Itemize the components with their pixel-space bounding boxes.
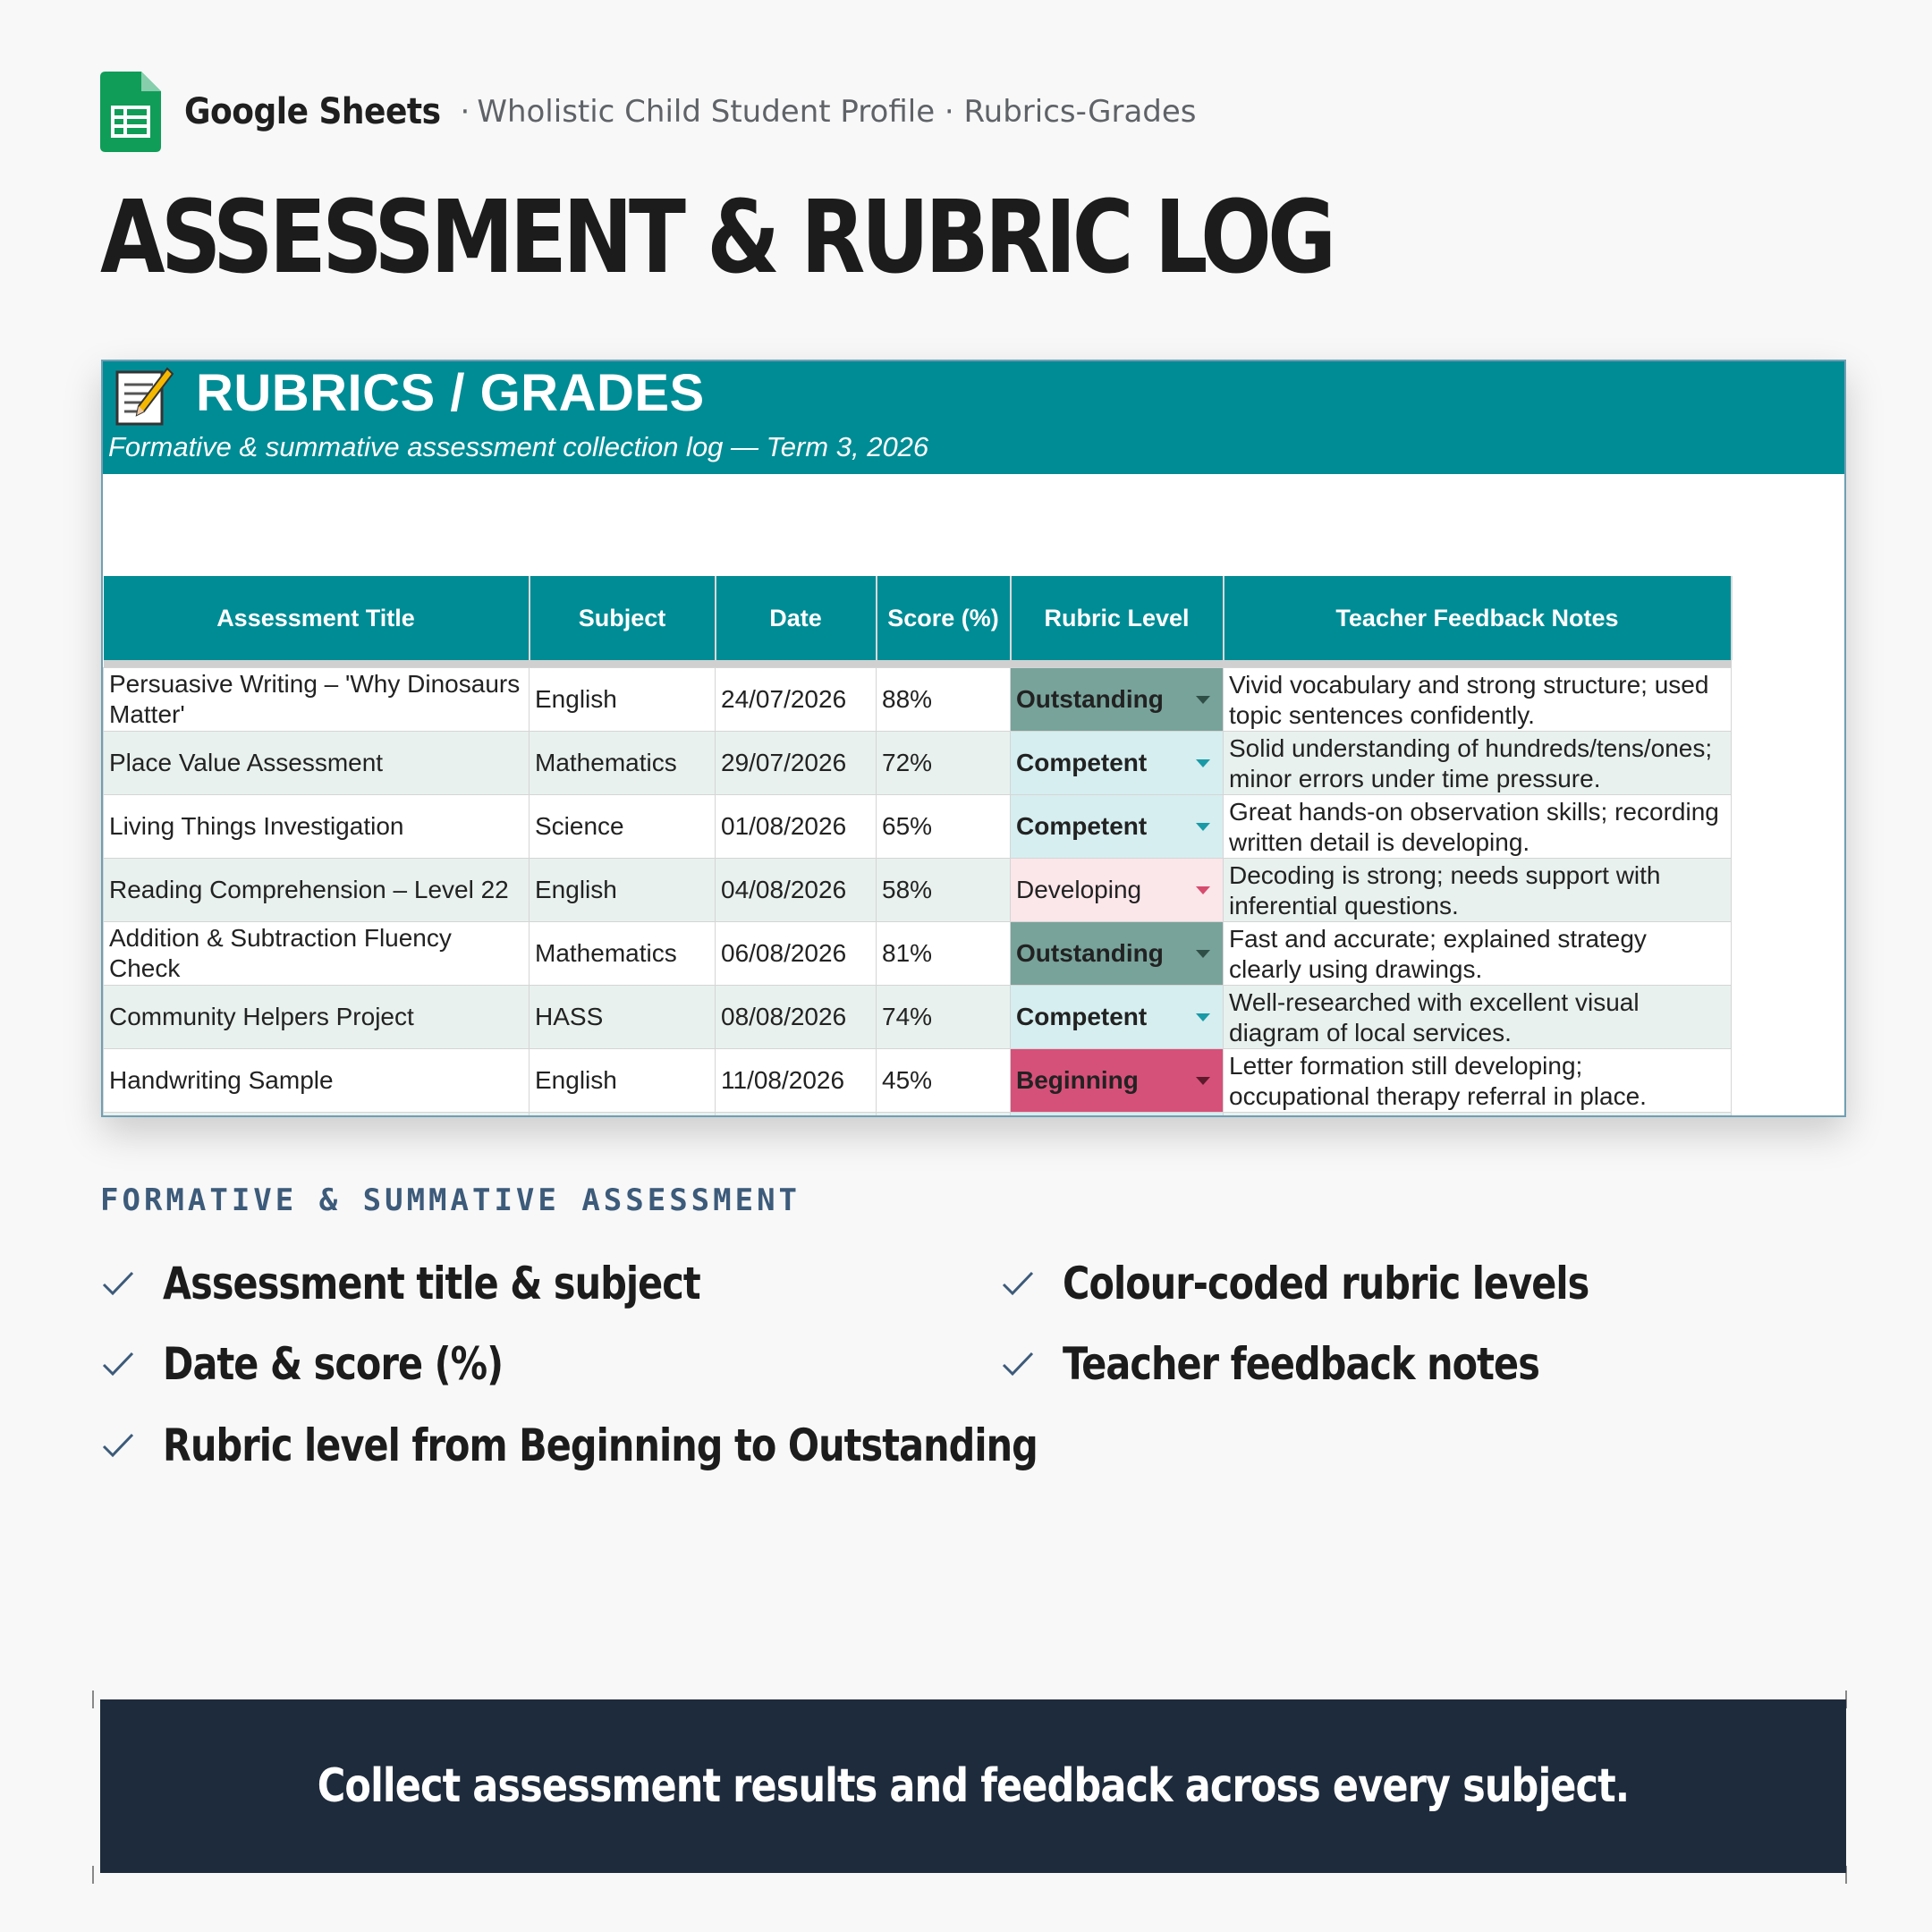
cell-score[interactable]: 65% (877, 794, 1011, 858)
cell-date[interactable]: 06/08/2026 (716, 921, 877, 985)
cell-date[interactable]: 08/08/2026 (716, 985, 877, 1048)
cell-title[interactable]: Community Helpers Project (104, 985, 530, 1048)
cell-title[interactable]: Handwriting Sample (104, 1048, 530, 1112)
cell-score[interactable]: 74% (877, 985, 1011, 1048)
google-sheets-icon (100, 72, 161, 152)
header-row (104, 576, 1732, 660)
table-row (104, 921, 1732, 985)
rubric-level: Competent (1016, 748, 1148, 776)
feature-item (1000, 1252, 1635, 1315)
feature-item (1000, 1333, 1580, 1395)
breadcrumb (461, 94, 1197, 130)
cell-subject[interactable]: Science (530, 794, 716, 858)
feature-text: Colour-coded rubric levels (1063, 1258, 1589, 1309)
memo-icon (112, 365, 174, 428)
rubric-level: Beginning (1016, 1065, 1139, 1094)
breadcrumb-path: Wholistic Child Student Profile · Rubrics-Grades (477, 94, 1197, 130)
cell-title[interactable]: Addition & Subtraction Fluency Check (104, 921, 530, 985)
check-icon (100, 1428, 136, 1463)
check-icon (100, 1266, 136, 1301)
feature-text: Teacher feedback notes (1063, 1338, 1539, 1390)
page-title: ASSESSMENT & RUBRIC LOG (100, 180, 1333, 296)
dropdown-arrow-icon[interactable] (1196, 696, 1210, 704)
feature-text: Assessment title & subject (163, 1258, 700, 1309)
rubric-dropdown[interactable] (1011, 1112, 1224, 1117)
cell-title[interactable]: Place Value Assessment (104, 731, 530, 794)
crop-mark (92, 1866, 94, 1884)
cell-subject[interactable]: Mathematics (530, 731, 716, 794)
check-icon (100, 1346, 136, 1382)
cell-subject[interactable]: English (530, 858, 716, 921)
feature-item (100, 1252, 747, 1315)
cell-date[interactable]: 11/08/2026 (716, 1048, 877, 1112)
cell-score[interactable]: 58% (877, 858, 1011, 921)
cell-empty[interactable] (716, 1112, 877, 1117)
rubric-table (103, 576, 1733, 1117)
rubric-dropdown[interactable] (1011, 794, 1224, 858)
cell-notes[interactable]: Letter formation still developing; occupational therapy referral in place. (1224, 1048, 1732, 1112)
dropdown-arrow-icon[interactable] (1196, 950, 1210, 958)
col-assessment-title[interactable]: Assessment Title (104, 576, 530, 660)
cell-notes[interactable]: Well-researched with excellent visual diagram of local services. (1224, 985, 1732, 1048)
col-subject[interactable]: Subject (530, 576, 716, 660)
check-icon (1000, 1346, 1036, 1382)
spreadsheet-preview (101, 360, 1846, 1117)
cell-subject[interactable]: English (530, 1048, 716, 1112)
cell-empty[interactable] (1224, 1112, 1732, 1117)
table-row (104, 794, 1732, 858)
check-icon (1000, 1266, 1036, 1301)
feature-text: Rubric level from Beginning to Outstanding (163, 1419, 1038, 1471)
cell-score[interactable]: 88% (877, 667, 1011, 731)
col-feedback-notes[interactable]: Teacher Feedback Notes (1224, 576, 1732, 660)
table-row-partial (104, 1112, 1732, 1117)
feature-text: Date & score (%) (163, 1338, 504, 1390)
rubric-dropdown[interactable] (1011, 731, 1224, 794)
section-label: FORMATIVE & SUMMATIVE ASSESSMENT (100, 1182, 801, 1218)
cell-score[interactable]: 72% (877, 731, 1011, 794)
dropdown-arrow-icon[interactable] (1196, 759, 1210, 767)
col-rubric-level[interactable]: Rubric Level (1011, 576, 1224, 660)
cell-empty[interactable] (104, 1112, 530, 1117)
cell-notes[interactable]: Fast and accurate; explained strategy clearly using drawings. (1224, 921, 1732, 985)
cell-empty[interactable] (530, 1112, 716, 1117)
footer-text: Collect assessment results and feedback across every subject. (317, 1759, 1630, 1813)
rubric-dropdown[interactable] (1011, 985, 1224, 1048)
rubric-level: Competent (1016, 1002, 1148, 1030)
table-row (104, 1048, 1732, 1112)
sheet-title: RUBRICS / GRADES (196, 364, 705, 422)
crop-mark (92, 1690, 94, 1708)
sheet-subtitle: Formative & summative assessment collection log — Term 3, 2026 (108, 431, 929, 462)
col-score[interactable]: Score (%) (877, 576, 1011, 660)
breadcrumb-separator: · (460, 94, 470, 130)
table-row (104, 858, 1732, 921)
cell-date[interactable]: 24/07/2026 (716, 667, 877, 731)
dropdown-arrow-icon[interactable] (1196, 886, 1210, 894)
cell-notes[interactable]: Vivid vocabulary and strong structure; used topic sentences confidently. (1224, 667, 1732, 731)
rubric-dropdown[interactable] (1011, 858, 1224, 921)
cell-score[interactable]: 45% (877, 1048, 1011, 1112)
cell-title[interactable]: Reading Comprehension – Level 22 (104, 858, 530, 921)
cell-empty[interactable] (877, 1112, 1011, 1117)
cell-notes[interactable]: Decoding is strong; needs support with inferential questions. (1224, 858, 1732, 921)
dropdown-arrow-icon[interactable] (1196, 823, 1210, 831)
rubric-level: Outstanding (1016, 938, 1164, 967)
dropdown-arrow-icon[interactable] (1196, 1013, 1210, 1021)
cell-date[interactable]: 29/07/2026 (716, 731, 877, 794)
table-row (104, 667, 1732, 731)
feature-item (100, 1333, 532, 1395)
cell-score[interactable]: 81% (877, 921, 1011, 985)
brand-row (100, 72, 1197, 152)
rubric-level: Outstanding (1016, 684, 1164, 713)
rubric-level: Developing (1016, 875, 1142, 903)
table-row (104, 985, 1732, 1048)
cell-notes[interactable]: Solid understanding of hundreds/tens/ones; minor errors under time pressure. (1224, 731, 1732, 794)
cell-title[interactable]: Persuasive Writing – 'Why Dinosaurs Matter' (104, 667, 530, 731)
rubric-dropdown[interactable] (1011, 921, 1224, 985)
cell-title[interactable]: Living Things Investigation (104, 794, 530, 858)
sheet-banner (103, 361, 1844, 474)
cell-subject[interactable]: Mathematics (530, 921, 716, 985)
cell-subject[interactable]: HASS (530, 985, 716, 1048)
table-row (104, 731, 1732, 794)
cell-date[interactable]: 01/08/2026 (716, 794, 877, 858)
rubric-dropdown[interactable] (1011, 1048, 1224, 1112)
feature-item (100, 1414, 1114, 1477)
rubric-level: Competent (1016, 811, 1148, 840)
frozen-divider (104, 660, 1732, 667)
dropdown-arrow-icon[interactable] (1196, 1077, 1210, 1085)
rubric-dropdown[interactable] (1011, 667, 1224, 731)
app-name: Google Sheets (184, 91, 441, 132)
cell-notes[interactable]: Great hands-on observation skills; recording written detail is developing. (1224, 794, 1732, 858)
footer-banner (100, 1699, 1846, 1873)
col-date[interactable]: Date (716, 576, 877, 660)
cell-subject[interactable]: English (530, 667, 716, 731)
cell-date[interactable]: 04/08/2026 (716, 858, 877, 921)
